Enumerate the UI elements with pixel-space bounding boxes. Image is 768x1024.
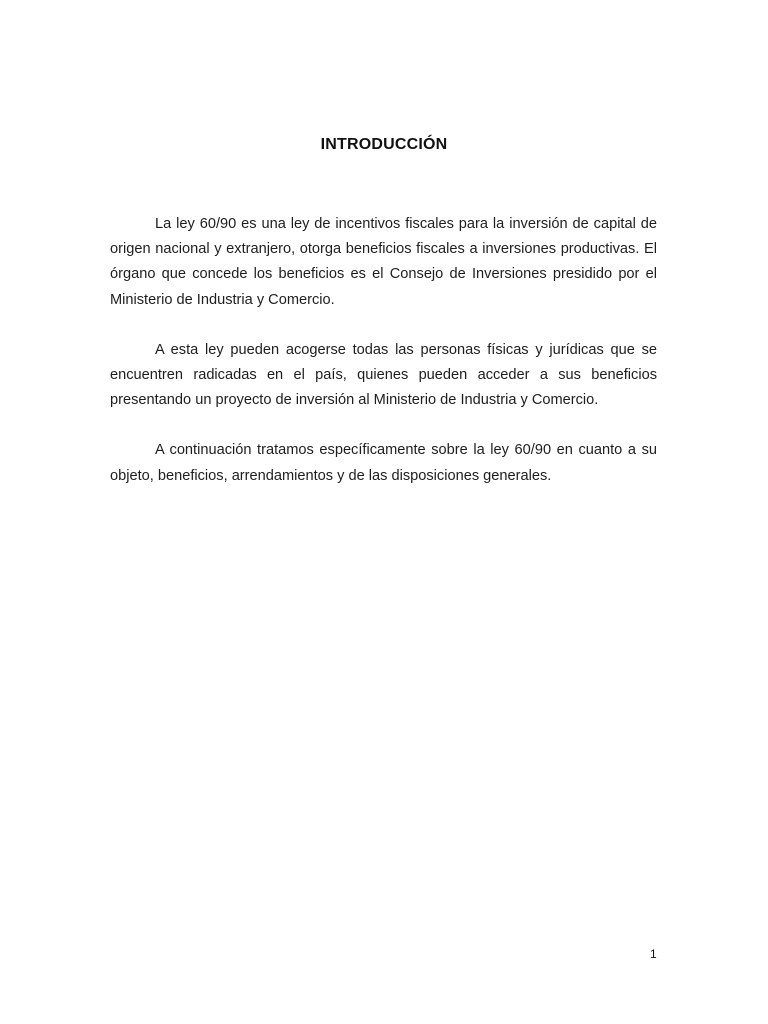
paragraph-1: La ley 60/90 es una ley de incentivos fiscales para la inversión de capital de origen nacional y extranjero, otorga beneficios fiscales a inversiones productivas. El órgano que concede los beneficios es el Consejo de Inversiones presidido por el Ministerio de Industria y Comercio. xyxy=(110,216,657,308)
page-title: INTRODUCCIÓN xyxy=(320,136,448,153)
paragraph-2: A esta ley pueden acogerse todas las personas físicas y jurídicas que se encuentren radicadas en el país, quienes pueden acceder a sus beneficios presentando un proyecto de inversión al Ministerio de Industria y Comercio. xyxy=(110,341,657,409)
paragraph-3: A continuación tratamos específicamente sobre la ley 60/90 en cuanto a su objeto, beneficios, arrendamientos y de las disposiciones generales. xyxy=(110,442,657,484)
page-number: 1 xyxy=(650,947,657,961)
document-body xyxy=(110,212,657,514)
